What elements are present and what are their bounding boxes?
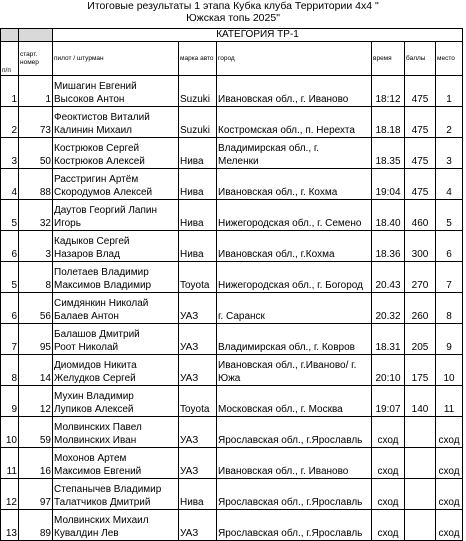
- city-line-1: г. Саранск: [218, 311, 265, 322]
- table-row: [1, 231, 463, 262]
- car-make: УАЗ: [180, 435, 199, 446]
- time-value: 19:07: [375, 404, 401, 415]
- points-cell: [405, 76, 436, 107]
- start-number: 89: [39, 528, 51, 539]
- time-cell: [372, 448, 405, 479]
- time-value: 20:10: [375, 373, 401, 384]
- start-number-cell: [19, 200, 53, 231]
- navigator-name: Калинин Михаил: [54, 125, 133, 136]
- pos-value: 11: [6, 466, 17, 477]
- pos-cell: [1, 107, 19, 138]
- city-cell: [217, 324, 372, 355]
- place-cell: [436, 138, 463, 169]
- city-cell: [217, 479, 372, 510]
- city-cell: [217, 138, 372, 169]
- pos-cell: [1, 510, 19, 541]
- time-cell: [372, 169, 405, 200]
- time-cell: [372, 417, 405, 448]
- points-cell: [405, 448, 436, 479]
- start-number-cell: [19, 386, 53, 417]
- crew-cell: [53, 293, 179, 324]
- points-cell: [405, 107, 436, 138]
- category-blank-cell: [19, 29, 53, 42]
- crew-cell: [53, 417, 179, 448]
- city-cell: [217, 386, 372, 417]
- header-crew: пилот / штурман: [53, 42, 179, 76]
- start-number: 59: [39, 435, 51, 446]
- place-value: 5: [446, 218, 452, 229]
- points-value: 475: [411, 125, 429, 136]
- place-value: 1: [446, 94, 452, 105]
- city-cell: [217, 262, 372, 293]
- table-row: [1, 200, 463, 231]
- time-cell: [372, 293, 405, 324]
- navigator-name: Кувалдин Лев: [54, 528, 119, 539]
- start-number: 88: [39, 187, 51, 198]
- pilot-name: Мухин Владимир: [54, 391, 134, 402]
- crew-cell: [53, 262, 179, 293]
- pilot-name: Молвинских Михаил: [54, 515, 149, 526]
- points-cell: [405, 417, 436, 448]
- navigator-name: Молвинских Иван: [54, 435, 137, 446]
- city-line-1: Костромская обл., п. Нерехта: [218, 125, 355, 136]
- pos-value: 7: [11, 342, 17, 353]
- table-row: [1, 138, 463, 169]
- place-cell: [436, 169, 463, 200]
- crew-cell: [53, 355, 179, 386]
- car-make: Нива: [180, 249, 204, 260]
- crew-cell: [53, 200, 179, 231]
- place-cell: [436, 386, 463, 417]
- car-cell: [179, 479, 217, 510]
- header-car: марка авто: [179, 42, 217, 76]
- title-line-2: Южская топь 2025": [186, 12, 280, 24]
- start-number: 95: [39, 342, 51, 353]
- navigator-name: Максимов Евгений: [54, 466, 142, 477]
- car-make: Нива: [180, 156, 204, 167]
- city-line-1: Ярославская обл., г.Ярославль: [218, 528, 363, 539]
- car-cell: [179, 510, 217, 541]
- place-value: сход: [438, 435, 460, 446]
- pos-value: 6: [11, 249, 17, 260]
- start-number-cell: [19, 355, 53, 386]
- points-value: 260: [411, 311, 429, 322]
- results-table: [0, 28, 463, 541]
- pilot-name: Расстригин Артём: [54, 174, 139, 185]
- points-cell: [405, 262, 436, 293]
- car-make: Нива: [180, 218, 204, 229]
- category-blank-cell: [1, 29, 19, 42]
- start-number: 56: [39, 311, 51, 322]
- car-cell: [179, 324, 217, 355]
- place-cell: [436, 355, 463, 386]
- time-value: 18.40: [375, 218, 401, 229]
- time-cell: [372, 262, 405, 293]
- table-row: [1, 262, 463, 293]
- pos-cell: [1, 169, 19, 200]
- city-line-1: Ярославская обл., г.Ярославль: [218, 497, 363, 508]
- city-cell: [217, 417, 372, 448]
- city-line-1: Нижегородская обл., г. Семено: [218, 218, 362, 229]
- car-make: Toyota: [180, 404, 210, 415]
- pos-value: 3: [11, 156, 17, 167]
- place-cell: [436, 417, 463, 448]
- place-cell: [436, 479, 463, 510]
- navigator-name: Желудков Сергей: [54, 373, 136, 384]
- pos-cell: [1, 262, 19, 293]
- points-value: 175: [411, 373, 429, 384]
- header-time: время: [372, 42, 405, 76]
- table-row: [1, 355, 463, 386]
- car-cell: [179, 386, 217, 417]
- table-row: [1, 293, 463, 324]
- pilot-name: Кадыков Сергей: [54, 236, 130, 247]
- pos-value: 4: [11, 187, 17, 198]
- pos-value: 12: [5, 497, 17, 508]
- city-line-1: Ивановская обл., г. Иваново: [218, 466, 349, 477]
- results-grid: [0, 28, 466, 539]
- navigator-name: Скородумов Алексей: [54, 187, 153, 198]
- points-cell: [405, 386, 436, 417]
- pilot-name: Степанычев Владимир: [54, 484, 162, 495]
- navigator-name: Высоков Антон: [54, 94, 125, 105]
- time-cell: [372, 138, 405, 169]
- place-cell: [436, 262, 463, 293]
- city-cell: [217, 231, 372, 262]
- crew-cell: [53, 231, 179, 262]
- points-value: 205: [411, 342, 429, 353]
- start-number-cell: [19, 448, 53, 479]
- car-make: УАЗ: [180, 342, 199, 353]
- city-cell: [217, 355, 372, 386]
- car-cell: [179, 231, 217, 262]
- start-number-cell: [19, 262, 53, 293]
- place-value: сход: [438, 497, 460, 508]
- car-make: УАЗ: [180, 311, 199, 322]
- car-make: Toyota: [180, 280, 210, 291]
- start-number-cell: [19, 107, 53, 138]
- points-cell: [405, 293, 436, 324]
- navigator-name: Кострюков Алексей: [54, 156, 145, 167]
- points-value: 460: [411, 218, 429, 229]
- sheet-title: [0, 0, 466, 24]
- navigator-name: Максимов Владимир: [54, 280, 152, 291]
- pos-cell: [1, 138, 19, 169]
- pilot-name: Полетаев Владимир: [54, 267, 149, 278]
- time-cell: [372, 324, 405, 355]
- place-value: сход: [438, 528, 460, 539]
- start-number: 32: [39, 218, 51, 229]
- start-number-cell: [19, 293, 53, 324]
- points-cell: [405, 231, 436, 262]
- time-cell: [372, 107, 405, 138]
- pilot-name: Диомидов Никита: [54, 360, 137, 371]
- car-cell: [179, 355, 217, 386]
- time-cell: [372, 76, 405, 107]
- time-cell: [372, 200, 405, 231]
- pilot-name: Мишагин Евгений: [54, 81, 137, 92]
- start-number-cell: [19, 324, 53, 355]
- place-cell: [436, 76, 463, 107]
- car-cell: [179, 417, 217, 448]
- points-value: 270: [411, 280, 429, 291]
- start-number-cell: [19, 510, 53, 541]
- start-number: 12: [39, 404, 51, 415]
- crew-cell: [53, 479, 179, 510]
- header-city: город: [217, 42, 372, 76]
- place-value: 3: [446, 156, 452, 167]
- city-line-1: Нижегородская обл., г. Богород: [218, 280, 363, 291]
- pilot-name: Кострюков Сергей: [54, 143, 140, 154]
- pilot-name: Феоктистов Виталий: [54, 112, 150, 123]
- city-line-1: Ивановская обл., г.Иваново/ г.: [218, 360, 357, 371]
- pos-value: 5: [11, 218, 17, 229]
- pos-value: 9: [11, 404, 17, 415]
- place-value: 8: [446, 311, 452, 322]
- pilot-name: Балашов Дмитрий: [54, 329, 140, 340]
- time-cell: [372, 386, 405, 417]
- crew-cell: [53, 324, 179, 355]
- time-cell: [372, 479, 405, 510]
- time-value: 18.35: [375, 156, 401, 167]
- city-line-1: Ярославская обл., г.Ярославль: [218, 435, 363, 446]
- crew-cell: [53, 107, 179, 138]
- navigator-name: Назаров Влад: [54, 249, 120, 260]
- header-pos: п/п: [1, 42, 19, 76]
- pos-value: 10: [5, 435, 17, 446]
- place-value: 11: [443, 404, 455, 415]
- time-cell: [372, 355, 405, 386]
- points-value: 300: [411, 249, 429, 260]
- car-cell: [179, 448, 217, 479]
- place-value: 10: [443, 373, 455, 384]
- pos-value: 13: [5, 528, 17, 539]
- place-cell: [436, 293, 463, 324]
- place-value: 2: [446, 125, 452, 136]
- category-label: КАТЕГОРИЯ ТР-1: [53, 29, 463, 42]
- car-cell: [179, 262, 217, 293]
- city-line-1: Московская обл., г. Москва: [218, 404, 343, 415]
- city-line-1: Ивановская обл., г. Кохма: [218, 187, 338, 198]
- start-number-cell: [19, 138, 53, 169]
- time-value: 19:04: [375, 187, 401, 198]
- crew-cell: [53, 169, 179, 200]
- start-number: 73: [39, 125, 51, 136]
- car-make: УАЗ: [180, 466, 199, 477]
- crew-cell: [53, 510, 179, 541]
- points-cell: [405, 138, 436, 169]
- city-line-2: Южа: [218, 373, 241, 384]
- header-start: старт. номер: [19, 42, 53, 76]
- car-make: УАЗ: [180, 528, 199, 539]
- city-cell: [217, 293, 372, 324]
- navigator-name: Роот Николай: [54, 342, 119, 353]
- time-cell: [372, 510, 405, 541]
- points-cell: [405, 355, 436, 386]
- start-number: 50: [39, 156, 51, 167]
- pos-value: 1: [11, 94, 17, 105]
- pos-cell: [1, 479, 19, 510]
- pos-value: 6: [11, 311, 17, 322]
- crew-cell: [53, 76, 179, 107]
- navigator-name: Талатчиков Дмитрий: [54, 497, 151, 508]
- start-number: 3: [45, 249, 51, 260]
- city-cell: [217, 107, 372, 138]
- start-number-cell: [19, 169, 53, 200]
- table-row: [1, 479, 463, 510]
- time-value: сход: [377, 497, 399, 508]
- header-row: [1, 42, 463, 76]
- city-cell: [217, 200, 372, 231]
- header-points: баллы: [405, 42, 436, 76]
- pos-value: 2: [11, 125, 17, 136]
- city-cell: [217, 448, 372, 479]
- start-number: 97: [39, 497, 51, 508]
- place-value: 9: [446, 342, 452, 353]
- points-cell: [405, 200, 436, 231]
- place-cell: [436, 200, 463, 231]
- points-cell: [405, 510, 436, 541]
- table-row: [1, 510, 463, 541]
- table-row: [1, 324, 463, 355]
- crew-cell: [53, 138, 179, 169]
- points-value: 140: [411, 404, 429, 415]
- start-number: 8: [45, 280, 51, 291]
- start-number: 16: [39, 466, 51, 477]
- car-make: Suzuki: [180, 94, 211, 105]
- car-cell: [179, 107, 217, 138]
- place-value: 6: [446, 249, 452, 260]
- time-value: сход: [377, 528, 399, 539]
- car-make: Suzuki: [180, 125, 211, 136]
- city-line-2: Меленки: [218, 156, 259, 167]
- car-make: Нива: [180, 187, 204, 198]
- navigator-name: Балаев Антон: [54, 311, 119, 322]
- start-number-cell: [19, 479, 53, 510]
- crew-cell: [53, 386, 179, 417]
- pos-cell: [1, 386, 19, 417]
- pos-cell: [1, 448, 19, 479]
- pos-cell: [1, 231, 19, 262]
- time-value: 20.32: [375, 311, 401, 322]
- start-number: 14: [39, 373, 51, 384]
- car-cell: [179, 138, 217, 169]
- points-cell: [405, 169, 436, 200]
- pilot-name: Даутов Георгий Лапин: [54, 205, 158, 216]
- place-cell: [436, 231, 463, 262]
- car-cell: [179, 169, 217, 200]
- start-number-cell: [19, 76, 53, 107]
- table-row: [1, 169, 463, 200]
- time-value: 20.43: [375, 280, 401, 291]
- pos-cell: [1, 355, 19, 386]
- place-value: 4: [446, 187, 452, 198]
- pilot-name: Симдянкин Николай: [54, 298, 149, 309]
- table-row: [1, 448, 463, 479]
- car-cell: [179, 293, 217, 324]
- table-row: [1, 417, 463, 448]
- points-value: 475: [411, 187, 429, 198]
- start-number: 1: [45, 94, 51, 105]
- navigator-name: Лупиков Алексей: [54, 404, 134, 415]
- header-place: место: [436, 42, 463, 76]
- points-value: 475: [411, 156, 429, 167]
- city-line-1: Владимирская обл., г.: [218, 143, 320, 154]
- car-make: УАЗ: [180, 373, 199, 384]
- table-row: [1, 107, 463, 138]
- category-row: [1, 29, 463, 42]
- car-cell: [179, 200, 217, 231]
- pos-value: 5: [11, 280, 17, 291]
- time-value: 18.18: [375, 125, 401, 136]
- place-value: сход: [438, 466, 460, 477]
- time-value: 18:12: [375, 94, 401, 105]
- city-cell: [217, 76, 372, 107]
- title-line-1: Итоговые результаты 1 этапа Кубка клуба Территории 4х4 ": [87, 0, 379, 12]
- start-number-cell: [19, 231, 53, 262]
- city-line-1: Ивановская обл., г. Иваново: [218, 94, 349, 105]
- time-cell: [372, 231, 405, 262]
- car-make: Нива: [180, 497, 204, 508]
- place-cell: [436, 448, 463, 479]
- pos-cell: [1, 324, 19, 355]
- pos-cell: [1, 417, 19, 448]
- navigator-name: Игорь: [54, 218, 81, 229]
- time-value: 18.31: [375, 342, 401, 353]
- city-cell: [217, 169, 372, 200]
- points-cell: [405, 479, 436, 510]
- pos-value: 8: [11, 373, 17, 384]
- time-value: 18.36: [375, 249, 401, 260]
- pilot-name: Молвинских Павел: [54, 422, 142, 433]
- crew-cell: [53, 448, 179, 479]
- place-value: 7: [446, 280, 452, 291]
- car-cell: [179, 76, 217, 107]
- pos-cell: [1, 76, 19, 107]
- city-cell: [217, 510, 372, 541]
- table-row: [1, 386, 463, 417]
- time-value: сход: [377, 435, 399, 446]
- time-value: сход: [377, 466, 399, 477]
- place-cell: [436, 107, 463, 138]
- pilot-name: Мохонов Артем: [54, 453, 127, 464]
- city-line-1: Владимирская обл., г. Ковров: [218, 342, 355, 353]
- place-cell: [436, 324, 463, 355]
- points-value: 475: [411, 94, 429, 105]
- points-cell: [405, 324, 436, 355]
- place-cell: [436, 510, 463, 541]
- city-line-1: Ивановская обл., г.Кохма: [218, 249, 335, 260]
- pos-cell: [1, 293, 19, 324]
- start-number-cell: [19, 417, 53, 448]
- table-row: [1, 76, 463, 107]
- pos-cell: [1, 200, 19, 231]
